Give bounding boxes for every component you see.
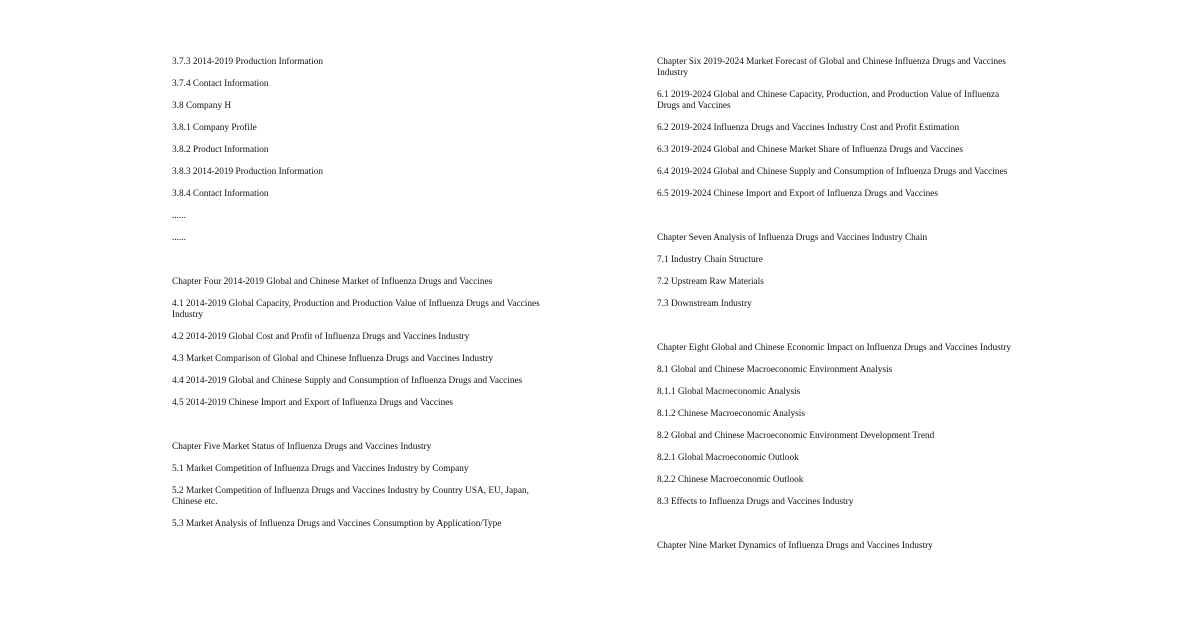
toc-chapter-heading: Chapter Six 2019-2024 Market Forecast of Global and Chinese Influenza Drugs and Vaccines Industry	[657, 57, 1006, 78]
toc-entry: 4.3 Market Comparison of Global and Chinese Influenza Drugs and Vaccines Industry	[172, 354, 494, 364]
toc-entry: 8.3 Effects to Influenza Drugs and Vaccines Industry	[657, 497, 854, 507]
toc-entry: 6.1 2019-2024 Global and Chinese Capacity, Production, and Production Value of Influenza Drugs and Vaccines	[657, 90, 1000, 111]
toc-entry: 3.8 Company H	[172, 101, 232, 111]
toc-chapter-heading: Chapter Seven Analysis of Influenza Drugs and Vaccines Industry Chain	[657, 233, 928, 243]
toc-entry: 6.5 2019-2024 Chinese Import and Export of Influenza Drugs and Vaccines	[657, 189, 938, 199]
toc-entry: 4.1 2014-2019 Global Capacity, Production and Production Value of Influenza Drugs and Vaccines Industry	[172, 299, 540, 320]
toc-entry: 5.1 Market Competition of Influenza Drugs and Vaccines Industry by Company	[172, 464, 469, 474]
toc-entry: 8.2.1 Global Macroeconomic Outlook	[657, 453, 799, 463]
toc-entry: 5.3 Market Analysis of Influenza Drugs and Vaccines Consumption by Application/Type	[172, 519, 502, 529]
toc-chapter-heading: Chapter Eight Global and Chinese Economic Impact on Influenza Drugs and Vaccines Industry	[657, 343, 1012, 353]
toc-entry: 8.2.2 Chinese Macroeconomic Outlook	[657, 475, 804, 485]
toc-chapter-heading: Chapter Five Market Status of Influenza Drugs and Vaccines Industry	[172, 442, 432, 452]
toc-entry: 3.7.4 Contact Information	[172, 79, 269, 89]
toc-entry: 6.2 2019-2024 Influenza Drugs and Vaccines Industry Cost and Profit Estimation	[657, 123, 960, 133]
toc-chapter-heading: Chapter Four 2014-2019 Global and Chinese Market of Influenza Drugs and Vaccines	[172, 277, 493, 287]
toc-entry: 4.4 2014-2019 Global and Chinese Supply and Consumption of Influenza Drugs and Vaccines	[172, 376, 523, 386]
toc-entry: 3.8.1 Company Profile	[172, 123, 257, 133]
toc-ellipsis: ......	[172, 211, 186, 221]
toc-entry: 3.8.3 2014-2019 Production Information	[172, 167, 324, 177]
toc-chapter-heading: Chapter Nine Market Dynamics of Influenza Drugs and Vaccines Industry	[657, 541, 933, 551]
toc-ellipsis: ......	[172, 233, 186, 243]
toc-entry: 8.2 Global and Chinese Macroeconomic Environment Development Trend	[657, 431, 935, 441]
toc-entry: 4.5 2014-2019 Chinese Import and Export of Influenza Drugs and Vaccines	[172, 398, 453, 408]
toc-entry: 3.8.2 Product Information	[172, 145, 269, 155]
toc-entry: 7.3 Downstream Industry	[657, 299, 752, 309]
toc-entry: 7.1 Industry Chain Structure	[657, 255, 763, 265]
toc-entry: 6.4 2019-2024 Global and Chinese Supply and Consumption of Influenza Drugs and Vaccines	[657, 167, 1008, 177]
toc-entry: 3.7.3 2014-2019 Production Information	[172, 57, 324, 67]
toc-entry: 6.3 2019-2024 Global and Chinese Market Share of Influenza Drugs and Vaccines	[657, 145, 964, 155]
toc-entry: 8.1.2 Chinese Macroeconomic Analysis	[657, 409, 805, 419]
toc-entry: 7.2 Upstream Raw Materials	[657, 277, 764, 287]
toc-entry: 3.8.4 Contact Information	[172, 189, 269, 199]
toc-entry: 5.2 Market Competition of Influenza Drugs and Vaccines Industry by Country USA, EU, Japan, Chinese etc.	[172, 486, 529, 507]
toc-entry: 8.1.1 Global Macroeconomic Analysis	[657, 387, 801, 397]
toc-entry: 4.2 2014-2019 Global Cost and Profit of Influenza Drugs and Vaccines Industry	[172, 332, 470, 342]
toc-entry: 8.1 Global and Chinese Macroeconomic Environment Analysis	[657, 365, 893, 375]
